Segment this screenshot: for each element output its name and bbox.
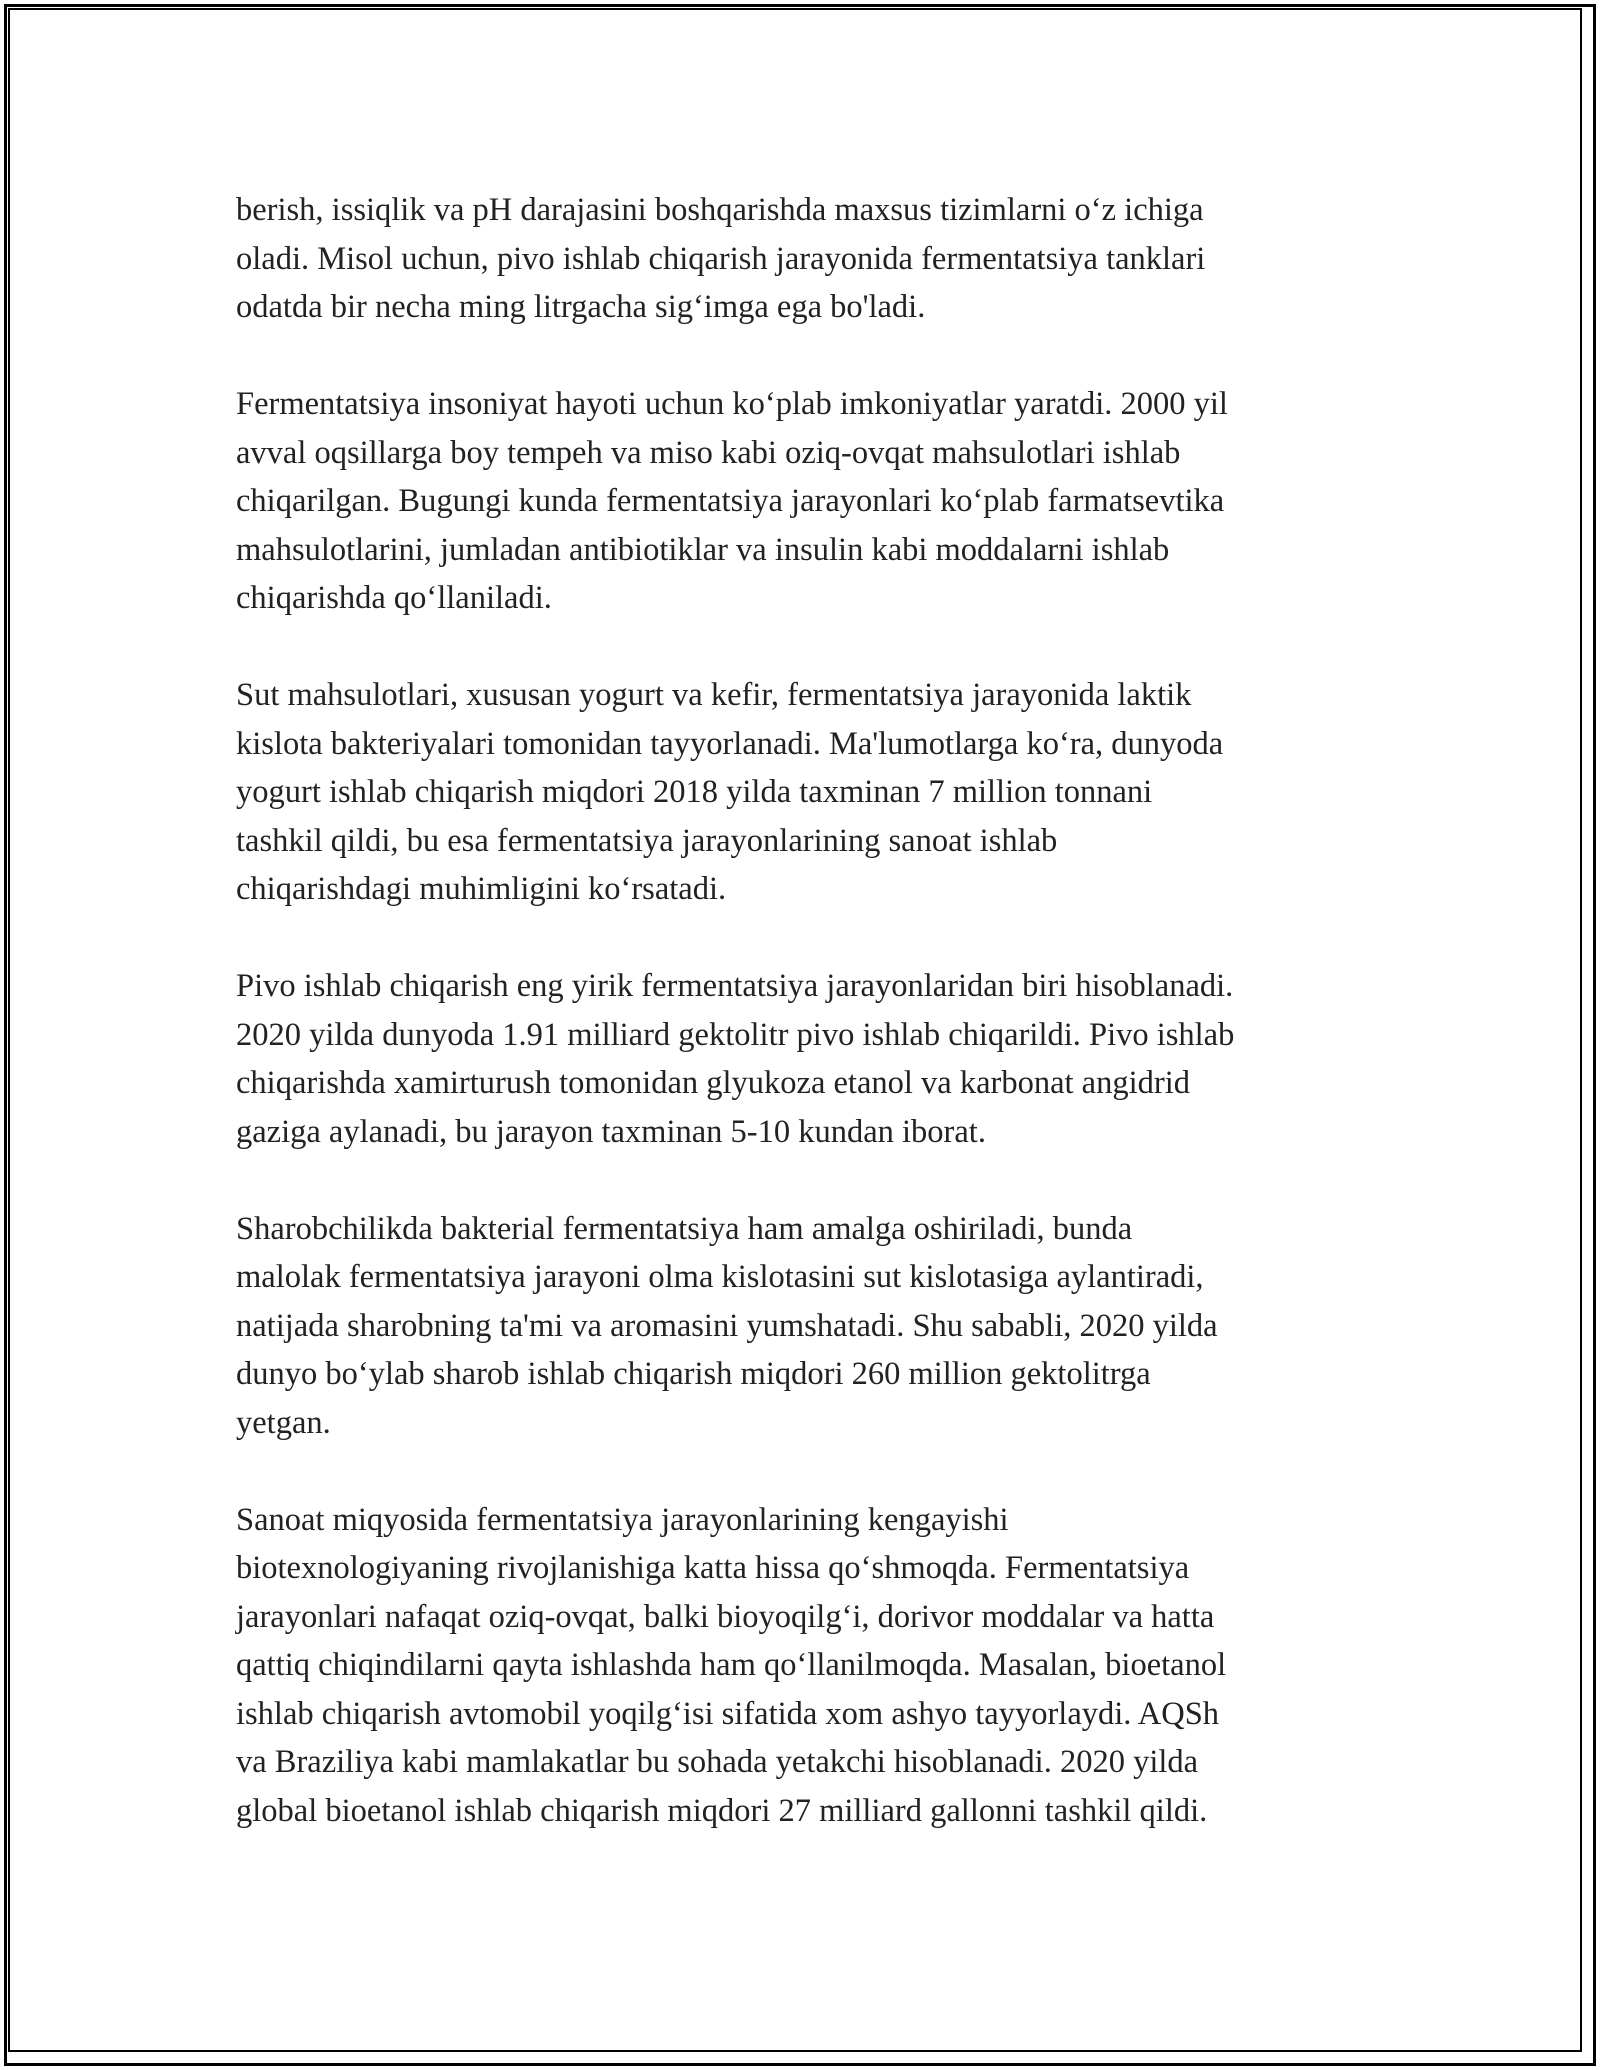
paragraph-5: Sharobchilikda bakterial fermentatsiya ham amalga oshiriladi, bunda malolak fermentatsiya jarayoni olma kislotasini sut kislotasiga aylantiradi, natijada sharobning ta'mi va aromasini yumshatadi. Shu sababli, 2020 yilda dunyo bo‘ylab sharob ishlab chiqarish miqdori 260 million gektolitrga yetgan. xyxy=(236,1210,1218,1441)
paragraph-6: Sanoat miqyosida fermentatsiya jarayonlarining kengayishi biotexnologiyaning rivojlanishiga katta hissa qo‘shmoqda. Fermentatsiya jarayonlari nafaqat oziq-ovqat, balki bioyoqilg‘i, dorivor moddalar va hatta qattiq chiqindilarni qayta ishlashda ham qo‘llanilmoqda. Masalan, bioetanol ishlab chiqarish avtomobil yoqilg‘isi sifatida xom ashyo tayyorlaydi. AQSh va Braziliya kabi mamlakatlar bu sohada yetakchi hisoblanadi. 2020 yilda global bioetanol ishlab chiqarish miqdori 27 milliard gallonni tashkil qildi. xyxy=(236,1501,1227,1829)
paragraph-3: Sut mahsulotlari, xususan yogurt va kefir, fermentatsiya jarayonida laktik kislota bakteriyalari tomonidan tayyorlanadi. Ma'lumotlarga ko‘ra, dunyoda yogurt ishlab chiqarish miqdori 2018 yilda taxminan 7 million tonnani tashkil qildi, bu esa fermentatsiya jarayonlarining sanoat ishlab chiqarishdagi muhimligini ko‘rsatadi. xyxy=(236,677,1224,907)
paragraph-4: Pivo ishlab chiqarish eng yirik fermentatsiya jarayonlaridan biri hisoblanadi. 2020 yilda dunyoda 1.91 milliard gektolitr pivo ishlab chiqarildi. Pivo ishlab chiqarishda xamirturush tomonidan glyukoza etanol va karbonat angidrid gaziga aylanadi, bu jarayon taxminan 5-10 kundan iborat. xyxy=(236,968,1235,1150)
document-body xyxy=(236,186,1396,1835)
paragraph-2: Fermentatsiya insoniyat hayoti uchun ko‘plab imkoniyatlar yaratdi. 2000 yil avval oqsillarga boy tempeh va miso kabi oziq-ovqat mahsulotlari ishlab chiqarilgan. Bugungi kunda fermentatsiya jarayonlari ko‘plab farmatsevtika mahsulotlarini, jumladan antibiotiklar va insulin kabi moddalarni ishlab chiqarishda qo‘llaniladi. xyxy=(236,386,1228,616)
paragraph-1: berish, issiqlik va pH darajasini boshqarishda maxsus tizimlarni o‘z ichiga oladi. Misol uchun, pivo ishlab chiqarish jarayonida fermentatsiya tanklari odatda bir necha ming litrgacha sig‘imga ega bo'ladi. xyxy=(236,192,1206,325)
